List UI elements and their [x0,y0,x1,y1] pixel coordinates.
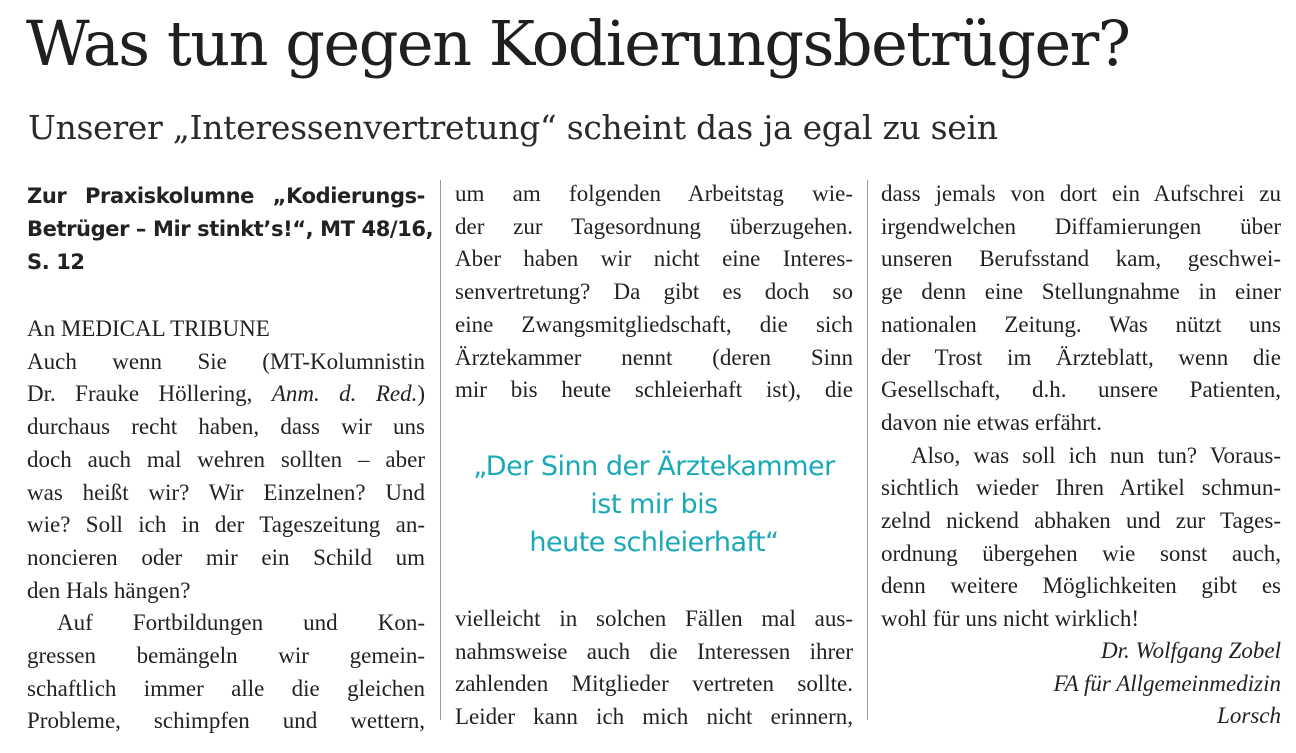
column-2-continued [455,603,853,734]
body-line: unseren Berufsstand kam, geschwei- [881,246,1281,272]
body-line: Auch wenn Sie (MT-Kolumnistin [27,348,425,374]
body-line: zahlenden Mitglieder vertreten sollte. [455,671,853,697]
body-line: ordnung übergehen wie sonst auch, [881,540,1281,566]
body-line: davon nie etwas erfährt. [881,409,1102,435]
body-line: durchaus recht haben, dass wir uns [27,414,425,440]
body-line: der zur Tagesordnung überzugehen. [455,213,853,239]
column-divider-2 [867,180,868,720]
pull-quote-line: „Der Sinn der Ärztekammer [473,451,835,482]
reference-kicker [27,180,434,279]
body-line: irgendwelchen Diffamierungen über [881,213,1281,239]
body-line: Dr. Frauke Höllering, Anm. d. Red.) [27,381,426,407]
body-line: wie? Soll ich in der Tageszeitung an- [27,512,425,538]
signature-block [881,635,1281,733]
body-line: nahmsweise auch die Interessen ihrer [455,638,853,664]
body-line: Probleme, schimpfen und wettern, [27,708,425,734]
body-line: Ärztekammer nennt (deren Sinn [455,344,853,370]
salutation: An MEDICAL TRIBUNE [27,316,270,341]
subheadline: Unserer „Interessenvertretung“ scheint das ja egal zu sein [28,108,998,147]
body-line: sichtlich wieder Ihren Artikel schmun- [881,475,1281,501]
body-line: nationalen Zeitung. Was nützt uns [881,311,1281,337]
body-line: Auf Fortbildungen und Kon- [57,610,425,636]
body-line: noncieren oder mir ein Schild um [27,544,425,570]
body-line: Also, was soll ich nun tun? Voraus- [911,442,1281,468]
body-line: dass jemals von dort ein Aufschrei zu [881,181,1281,206]
body-line: wohl für uns nicht wirklich! [881,606,1140,632]
body-line: was heißt wir? Wir Einzelnen? Und [27,479,425,505]
author-name: Dr. Wolfgang Zobel [1101,638,1281,663]
body-line: der Trost im Ärzteblatt, wenn die [881,344,1281,370]
body-line: Gesellschaft, d.h. unsere Patienten, [881,377,1281,403]
body-line: doch auch mal wehren sollten – aber [27,446,425,472]
kicker-line: Zur Praxiskolumne „Kodierungs- [27,184,425,208]
body-line: um am folgenden Arbeitstag wie- [455,181,853,206]
pull-quote-line: heute schleierhaft“ [529,527,779,558]
column-2 [455,178,853,407]
column-1 [27,178,434,738]
body-line: Leider kann ich mich nicht erinnern, [455,704,853,730]
kicker-line: S. 12 [27,250,85,274]
body-line: denn weitere Möglichkeiten gibt es [881,573,1281,599]
pull-quote [455,448,853,562]
body-line: schaftlich immer alle die gleichen [27,675,425,701]
editor-note: Anm. d. Red. [271,381,418,407]
headline: Was tun gegen Kodierungsbetrüger? [26,7,1130,80]
body-line: Aber haben wir nicht eine Interes- [455,246,853,272]
pull-quote-line: ist mir bis [590,489,718,520]
body-line: gressen bemängeln wir gemein- [27,643,425,669]
author-location: Lorsch [1217,703,1281,729]
body-line: den Hals hängen? [27,577,191,603]
author-title: FA für Allgemeinmedizin [1053,670,1281,696]
column-divider-1 [440,180,441,720]
body-line: senvertretung? Da gibt es doch so [455,279,853,305]
body-line: zelnd nickend abhaken und zur Tages- [881,508,1281,534]
column-3 [881,178,1281,636]
body-line: eine Zwangsmitgliedschaft, die sich [455,311,853,337]
kicker-line: Betrüger – Mir stinkt’s!“, MT 48/16, [27,217,434,241]
body-line: ge denn eine Stellungnahme in einer [881,279,1281,305]
body-line: mir bis heute schleierhaft ist), die [455,377,853,403]
body-line: vielleicht in solchen Fällen mal aus- [455,606,853,631]
